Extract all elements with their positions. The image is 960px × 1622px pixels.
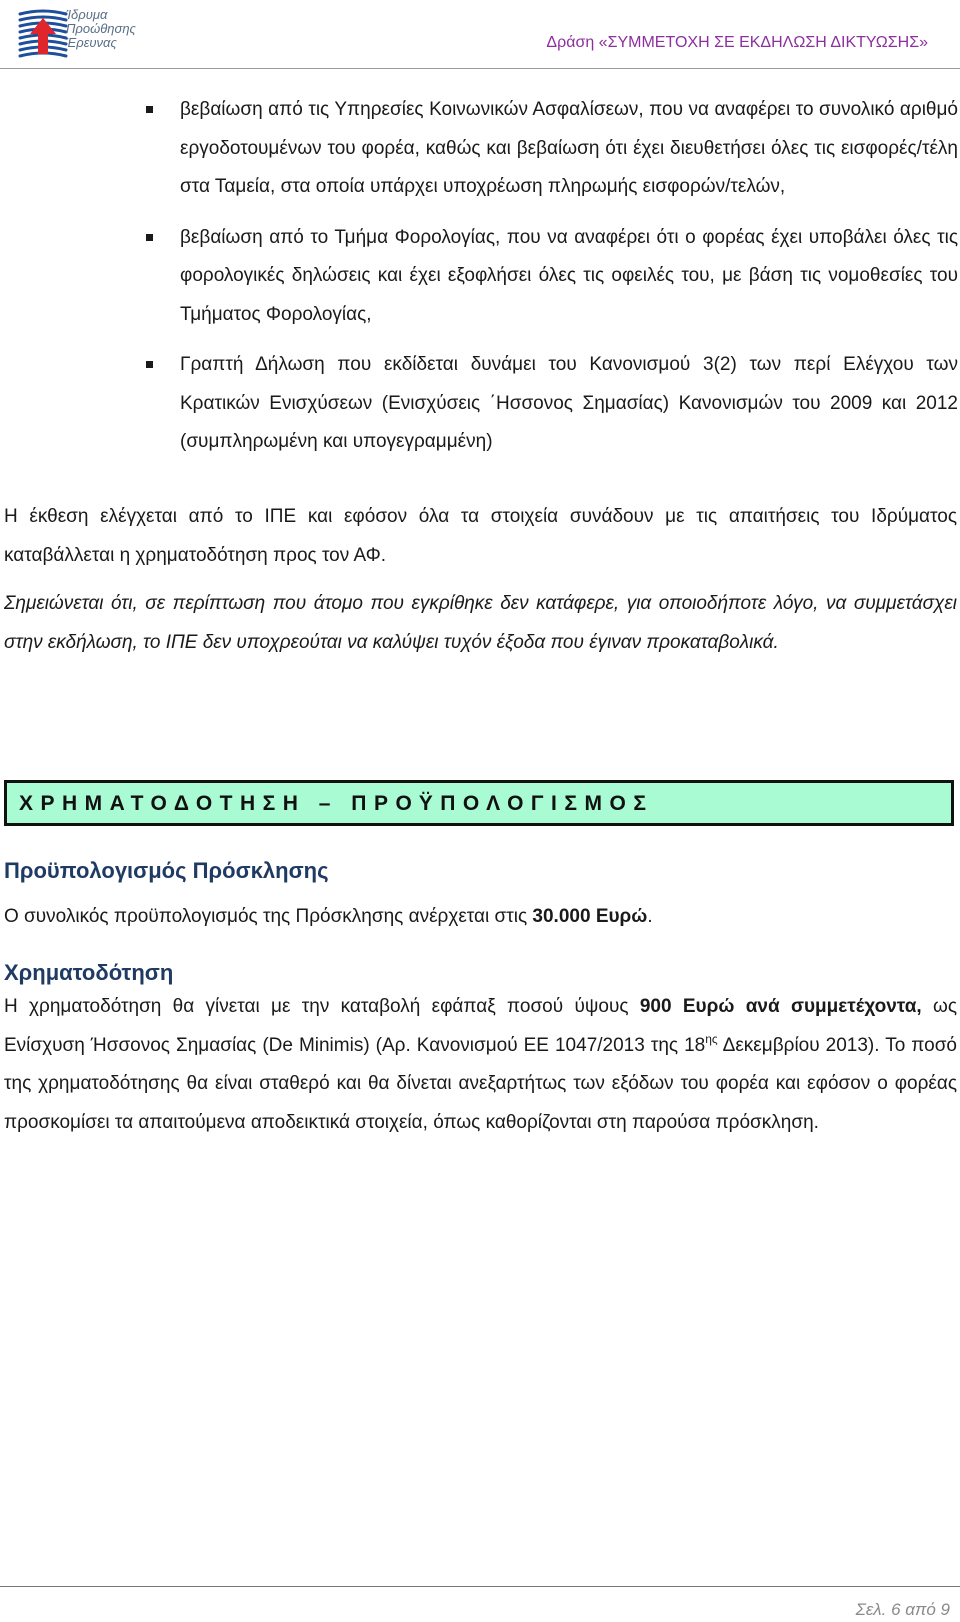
budget-end: .	[647, 906, 653, 927]
list-item-text: βεβαίωση από το Τμήμα Φορολογίας, που να αναφέρει ότι ο φορέας έχει υποβάλει όλες τις φορολογικές δηλώσεις και έχει εξοφλήσει όλες τις οφειλές του, με βάση τις νομοθεσίες του Τμήματος Φορολογίας,	[180, 226, 958, 325]
report-paragraph: Η έκθεση ελέγχεται από το ΙΠΕ και εφόσον όλα τα στοιχεία συνάδουν με τις απαιτήσεις του Ιδρύματος καταβάλλεται η χρηματοδότηση προς τον ΑΦ.	[4, 506, 957, 566]
logo-line-2: Προώθησης	[66, 21, 136, 36]
funding-text-2: ως Ενίσχυση Ήσσονος Σημασίας (De Minimis) (Αρ. Κανονισμού ΕΕ 1047/2013 της 18	[4, 996, 957, 1056]
square-bullet-icon	[146, 234, 153, 241]
budget-text: Ο συνολικός προϋπολογισμός της Πρόσκλησης ανέρχεται στις	[4, 906, 533, 927]
funding-paragraph	[4, 988, 957, 1142]
page-number: Σελ. 6 από 9	[855, 1600, 950, 1619]
budget-amount: 30.000 Ευρώ	[532, 906, 648, 927]
header-divider	[0, 68, 960, 69]
funding-text-1: Η χρηματοδότηση θα γίνεται με την καταβολή εφάπαξ ποσού ύψους	[4, 996, 640, 1017]
list-item	[146, 219, 958, 335]
section-title: ΧΡΗΜΑΤΟΔΟΤΗΣΗ – ΠΡΟΫΠΟΛΟΓΙΣΜΟΣ	[19, 792, 654, 815]
header-title: Δράση «ΣΥΜΜΕΤΟΧΗ ΣΕ ΕΚΔΗΛΩΣΗ ΔΙΚΤΥΩΣΗΣ»	[546, 34, 928, 51]
requirements-list	[146, 91, 958, 462]
logo-line-1: Ίδρυμα	[66, 7, 108, 22]
square-bullet-icon	[146, 361, 153, 368]
logo-line-3: Έρευνας	[66, 35, 117, 50]
note-paragraph: Σημειώνεται ότι, σε περίπτωση που άτομο που εγκρίθηκε δεν κατάφερε, για οποιοδήποτε λόγο, να συμμετάσχει στην εκδήλωση, το ΙΠΕ δεν υποχρεούται να καλύψει τυχόν έξοδα που έγιναν προκαταβολικά.	[4, 593, 957, 653]
square-bullet-icon	[146, 106, 153, 113]
section-heading-box	[4, 780, 954, 826]
list-item-text: Γραπτή Δήλωση που εκδίδεται δυνάμει του Κανονισμού 3(2) των περί Ελέγχου των Κρατικών Ενισχύσεων (Ενισχύσεις ΄Ησσονος Σημασίας) Κανονισμών του 2009 και 2012 (συμπληρωμένη και υπογεγραμμένη)	[180, 354, 958, 452]
funding-text-3: Δεκεμβρίου 2013). Το ποσό της χρηματοδότησης θα είναι σταθερό και θα δίνεται ανεξαρτήτως των εξόδων του φορέα και εφόσον ο φορέας προσκομίσει τα απαιτούμενα αποδεικτικά στοιχεία, όπως καθορίζονται στη παρούσα πρόσκληση.	[4, 1034, 957, 1133]
list-item	[146, 91, 958, 207]
funding-heading: Χρηματοδότηση	[4, 960, 174, 985]
list-item-text: βεβαίωση από τις Υπηρεσίες Κοινωνικών Ασφαλίσεων, που να αναφέρει το συνολικό αριθμό εργοδοτουμένων του φορέα, καθώς και βεβαίωση ότι έχει διευθετήσει όλες τις εισφορές/τέλη στα Ταμεία, στα οποία υπάρχει υποχρέωση πληρωμής εισφορών/τελών,	[180, 99, 958, 197]
funding-ordinal-suffix: ης	[705, 1031, 718, 1046]
funding-amount: 900 Ευρώ ανά συμμετέχοντα,	[639, 996, 922, 1017]
page-header	[0, 0, 960, 70]
footer-divider	[0, 1586, 960, 1587]
budget-paragraph	[4, 898, 957, 937]
budget-heading: Προϋπολογισμός Πρόσκλησης	[4, 858, 329, 883]
logo-wordmark	[66, 8, 136, 50]
list-item	[146, 346, 958, 462]
